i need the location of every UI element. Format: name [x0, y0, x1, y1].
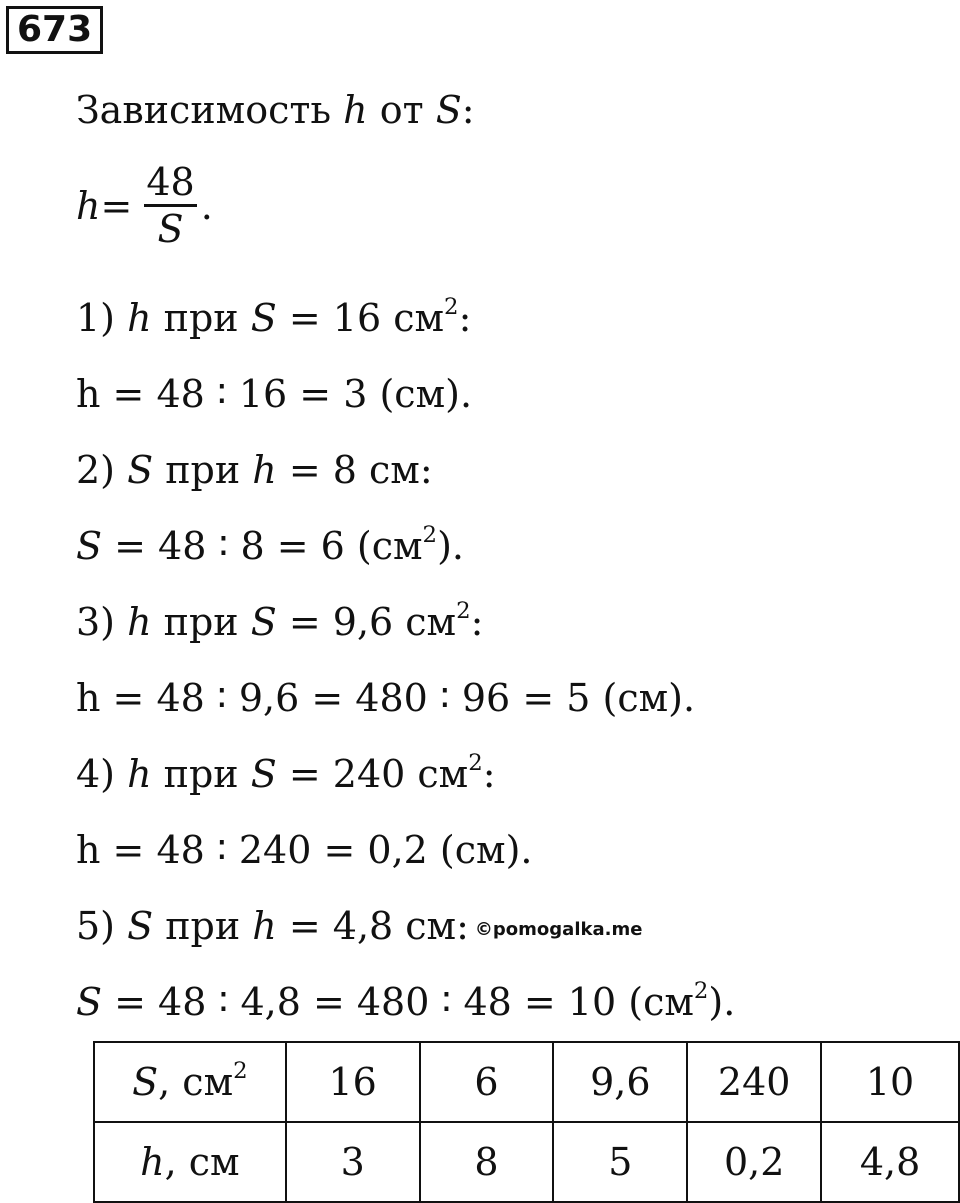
- calc-text: h = 48 ∶ 9,6 = 480 ∶ 96 = 5 (см).: [76, 676, 696, 720]
- table-cell: 6: [420, 1042, 554, 1122]
- problem-number: 673: [6, 6, 103, 54]
- row-header-h: h, см: [94, 1122, 286, 1202]
- step-number: 5): [76, 904, 128, 948]
- step-var: h: [127, 296, 152, 340]
- calc-end: ).: [437, 524, 464, 568]
- intro-line: [76, 86, 475, 134]
- table-cell: 0,2: [687, 1122, 821, 1202]
- step-4-header: [76, 750, 496, 798]
- step-number: 3): [76, 600, 128, 644]
- calc-var: S: [76, 980, 103, 1024]
- superscript: 2: [693, 977, 709, 1004]
- formula-numerator: 48: [144, 160, 196, 207]
- step-3-header: [76, 598, 483, 646]
- superscript: 2: [468, 749, 483, 776]
- table-row-h: [94, 1122, 959, 1202]
- formula-fraction: [144, 160, 196, 251]
- calc-end: ).: [708, 980, 736, 1024]
- intro-prefix: Зависимость: [76, 88, 344, 132]
- table-cell: 3: [286, 1122, 420, 1202]
- calc-text: h = 48 ∶ 240 = 0,2 (см).: [76, 828, 533, 872]
- formula-eq: =: [100, 183, 133, 228]
- step-2-calc: [76, 522, 464, 570]
- step-mid: при: [151, 600, 251, 644]
- step-rest: = 8 см:: [276, 448, 433, 492]
- step-end: :: [482, 752, 496, 796]
- formula-denominator: S: [157, 207, 184, 251]
- table-cell: 4,8: [821, 1122, 959, 1202]
- step-4-calc: [76, 826, 532, 874]
- step-mid: при: [151, 752, 251, 796]
- intro-suffix: :: [461, 88, 475, 132]
- table-row-s: [94, 1042, 959, 1122]
- row-header-s: S, $см^2$: [94, 1042, 286, 1122]
- calc-text: h = 48 ∶ 16 = 3 (см).: [76, 372, 473, 416]
- table-cell: 240: [687, 1042, 821, 1122]
- step-number: 4): [76, 752, 128, 796]
- intro-var-s: S: [435, 88, 462, 132]
- step-5-header: [76, 902, 642, 954]
- step-number: 1): [76, 296, 128, 340]
- step-2-header: [76, 446, 433, 494]
- step-rest: = 240 см: [276, 752, 469, 796]
- formula-end: .: [200, 183, 213, 228]
- step-var: h: [127, 600, 152, 644]
- table-cell: 16: [286, 1042, 420, 1122]
- step-var: S: [127, 904, 154, 948]
- table-cell: 5: [553, 1122, 687, 1202]
- intro-mid: от: [367, 88, 436, 132]
- step-mid: при: [153, 904, 253, 948]
- step-var: S: [250, 752, 277, 796]
- step-mid: при: [153, 448, 253, 492]
- table-cell: 8: [420, 1122, 554, 1202]
- step-var: S: [127, 448, 154, 492]
- superscript: 2: [444, 293, 459, 320]
- step-rest: = 4,8 см:: [276, 904, 469, 948]
- superscript: 2: [456, 597, 471, 624]
- step-mid: при: [151, 296, 251, 340]
- step-var: h: [252, 904, 277, 948]
- step-var: S: [250, 600, 277, 644]
- step-end: :: [470, 600, 484, 644]
- step-var: S: [250, 296, 277, 340]
- step-var: h: [127, 752, 152, 796]
- calc-var: S: [76, 524, 103, 568]
- step-number: 2): [76, 448, 128, 492]
- step-1-header: [76, 294, 471, 342]
- table-cell: 9,6: [553, 1042, 687, 1122]
- step-end: :: [458, 296, 472, 340]
- step-var: h: [252, 448, 277, 492]
- calc-text: = 48 ∶ 8 = 6 (см: [102, 524, 423, 568]
- step-rest: = 16 см: [276, 296, 445, 340]
- step-3-calc: [76, 674, 695, 722]
- values-table: [93, 1041, 960, 1203]
- intro-var-h: h: [343, 88, 368, 132]
- step-5-calc: [76, 978, 735, 1026]
- watermark: ©pomogalka.me: [474, 918, 643, 940]
- step-1-calc: [76, 370, 472, 418]
- superscript: 2: [422, 521, 438, 548]
- calc-text: = 48 ∶ 4,8 = 480 ∶ 48 = 10 (см: [102, 980, 694, 1024]
- formula: [76, 160, 213, 251]
- table-cell: 10: [821, 1042, 959, 1122]
- step-rest: = 9,6 см: [276, 600, 457, 644]
- formula-lhs: h: [76, 183, 101, 228]
